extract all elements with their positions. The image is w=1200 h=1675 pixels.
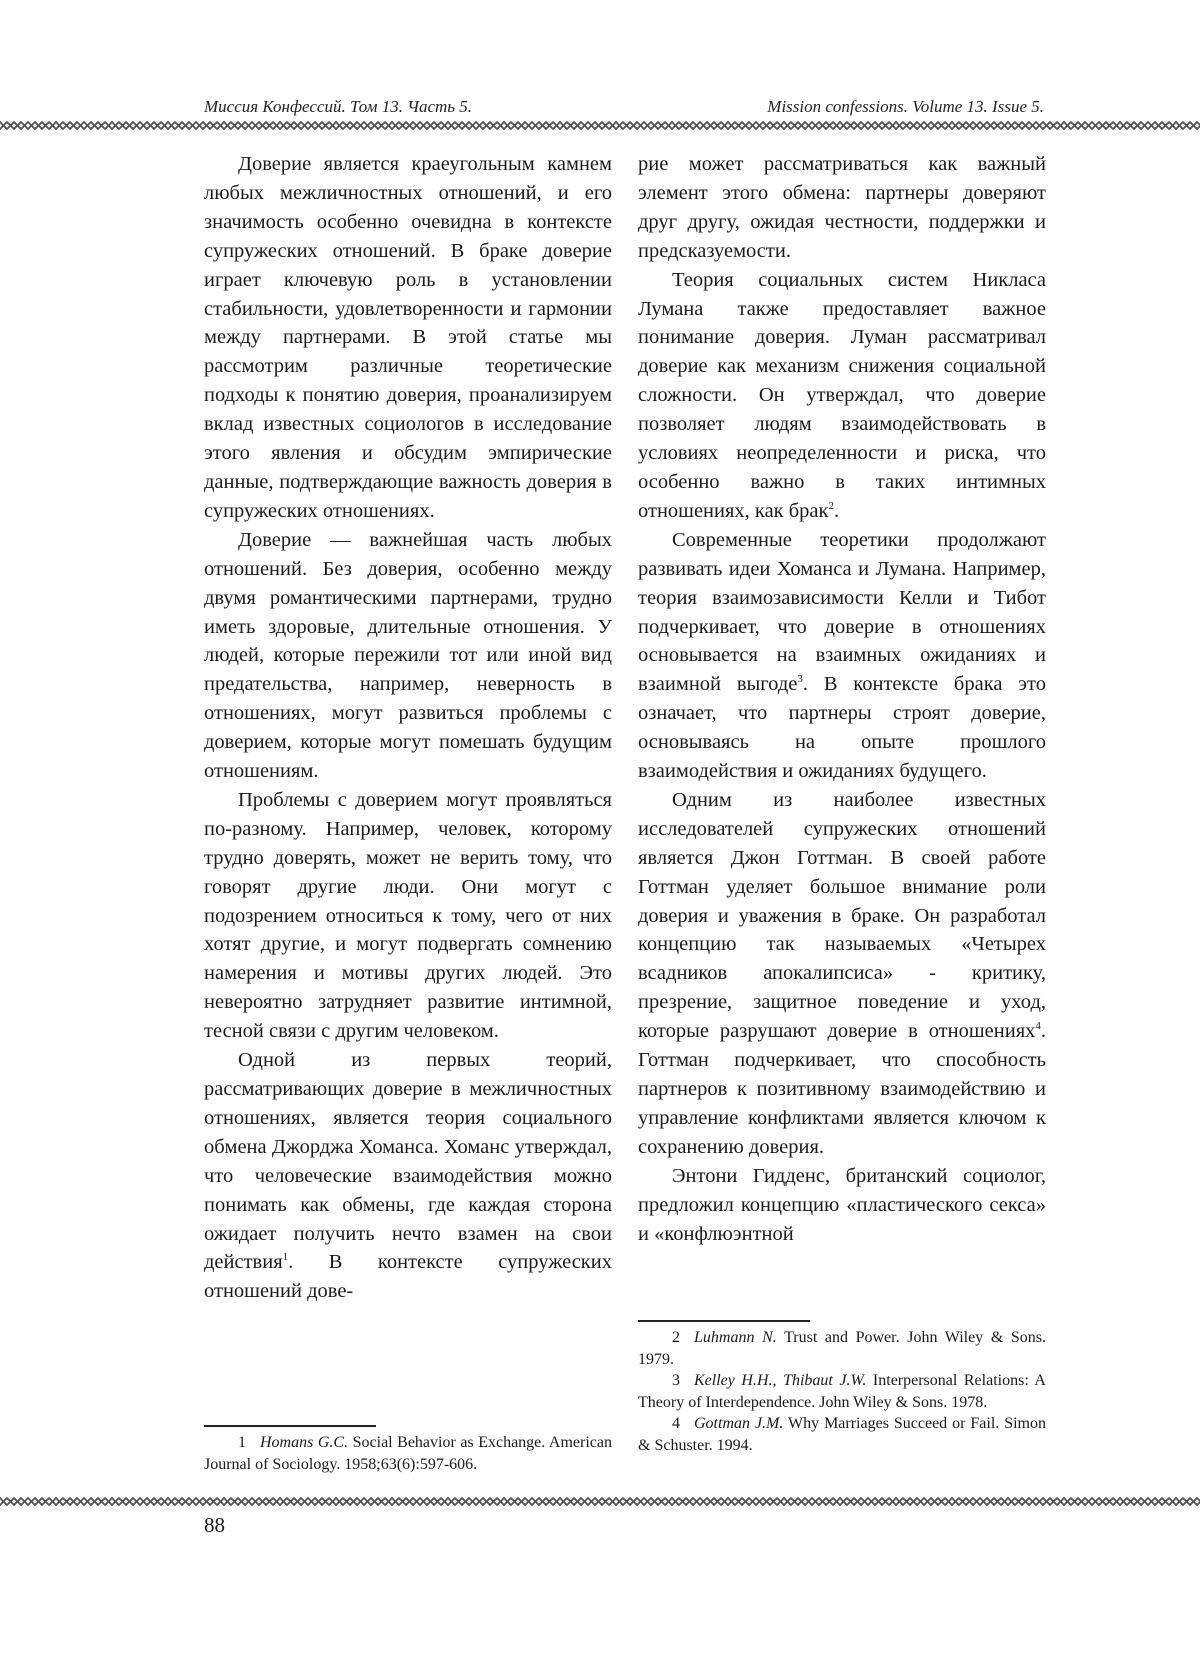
paragraph-text: Одной из первых теорий, рассматривающих доверие в межличностных отношениях, является теория социального обмена Джорджа Хоманса. Хоманс утверждал, что человеческие взаимодействия можно понимать как обмены, где каждая сторона ожидает получить нечто взамен на свои действия bbox=[204, 1049, 612, 1274]
footnotes-right bbox=[638, 1327, 1046, 1456]
footnote-number: 4 bbox=[672, 1415, 680, 1432]
footnote bbox=[638, 1327, 1046, 1370]
running-header bbox=[204, 97, 1044, 119]
footnote bbox=[638, 1413, 1046, 1456]
footnote bbox=[638, 1370, 1046, 1413]
footnotes-left bbox=[204, 1432, 612, 1475]
footnote-ref: 3 bbox=[797, 673, 803, 686]
paragraph: Энтони Гидденс, британский социолог, предложил концепцию «пластического секса» и «конфлюэнтной bbox=[638, 1164, 1046, 1245]
paragraph-text: . В контексте брака это означает, что партнеры строят доверие, основываясь на опыте прошлого взаимодействия и ожиданиях будущего. bbox=[638, 673, 1046, 783]
footer-ornament-divider bbox=[0, 1497, 1200, 1506]
right-text-column bbox=[638, 150, 1046, 1248]
paragraph bbox=[638, 526, 1046, 786]
paragraph bbox=[638, 266, 1046, 526]
journal-title-ru: Миссия Конфессий. Том 13. Часть 5. bbox=[204, 97, 473, 116]
footnote bbox=[204, 1432, 612, 1475]
footnote-number: 1 bbox=[238, 1434, 246, 1451]
footnote-number: 3 bbox=[672, 1372, 680, 1389]
paragraph: рие может рассматриваться как важный элемент этого обмена: партнеры доверяют друг другу, ожидая честности, поддержки и предсказуемости. bbox=[638, 153, 1046, 262]
paragraph: Доверие — важнейшая часть любых отношений. Без доверия, особенно между двумя романтическими партнерами, трудно иметь здоровые, длительные отношения. У людей, которые пережили тот или иной вид предательства, например, неверность в отношениях, могут развиться проблемы с доверием, которые могут помешать будущим отношениям. bbox=[204, 528, 612, 783]
footnote-ref: 1 bbox=[282, 1251, 289, 1264]
footnote-number: 2 bbox=[672, 1329, 680, 1346]
paragraph: Проблемы с доверием могут проявляться по-разному. Например, человек, которому трудно доверять, может не верить тому, что говорят другие люди. Они могут с подозрением относиться к тому, чего от них хотят другие, и могут подвергать сомнению намерения и мотивы других людей. Это невероятно затрудняет развитие интимной, тесной связи с другим человеком. bbox=[204, 788, 612, 1043]
footnote-text: Trust and Power. John Wiley & Sons. 1979. bbox=[638, 1329, 1047, 1368]
footnote-author: Luhmann N. bbox=[694, 1329, 777, 1346]
paragraph: Доверие является краеугольным камнем любых межличностных отношений, и его значимость особенно очевидна в контексте супружеских отношений. В браке доверие играет ключевую роль в установлении стабильности, удовлетворенности и гармонии между партнерами. В этой статье мы рассмотрим различные теоретические подходы к понятию доверия, проанализируем вклад известных социологов в исследование этого явления и обсудим эмпирические данные, подтверждающие важность доверия в супружеских отношениях. bbox=[204, 153, 612, 522]
header-ornament-divider bbox=[0, 121, 1200, 130]
paragraph bbox=[204, 1046, 612, 1306]
footnote-text: Why Marriages Succeed or Fail. Simon & Schuster. 1994. bbox=[638, 1415, 1046, 1454]
paragraph-text: . Готтман подчеркивает, что способность партнеров к позитивному взаимодействию и управление конфликтами является ключом к сохранению доверия. bbox=[638, 1020, 1046, 1158]
left-text-column bbox=[204, 150, 612, 1306]
page-number: 88 bbox=[204, 1513, 225, 1537]
footnote-ref: 2 bbox=[828, 500, 834, 513]
paragraph-text: Теория социальных систем Никласа Лумана также предоставляет важное понимание доверия. Луман рассматривал доверие как механизм снижения социальной сложности. Он утверждал, что доверие позволяет людям взаимодействовать в условиях неопределенности и риска, что особенно важно в таких интимных отношениях, как брак bbox=[638, 268, 1046, 522]
paragraph-text: . bbox=[834, 499, 840, 522]
footnote-rule-right bbox=[638, 1320, 810, 1322]
footnote-author: Gottman J.M. bbox=[694, 1415, 784, 1432]
paragraph-text: Современные теоретики продолжают развивать идеи Хоманса и Лумана. Например, теория взаимозависимости Келли и Тибот подчеркивает, что доверие в отношениях основывается на взаимных ожиданиях и взаимной выгоде bbox=[638, 528, 1046, 696]
footnote-text: Social Behavior as Exchange. American Journal of Sociology. 1958;63(6):597-606. bbox=[204, 1434, 612, 1473]
paragraph-text: . В контексте супружеских отношений дове- bbox=[204, 1251, 612, 1303]
paragraph-text: Одним из наиболее известных исследователей супружеских отношений является Джон Готтман. В своей работе Готтман уделяет большое внимание роли доверия и уважения в браке. Он разработал концепцию так называемых «Четырех всадников апокалипсиса» - критику, презрение, защитное поведение и уход, которые разрушают доверие в отношениях bbox=[638, 788, 1046, 1043]
journal-title-en: Mission confessions. Volume 13. Issue 5. bbox=[767, 97, 1044, 116]
footnote-author: Homans G.C. bbox=[260, 1434, 349, 1451]
footnote-author: Kelley H.H., Thibaut J.W. bbox=[694, 1372, 867, 1389]
paragraph bbox=[638, 786, 1046, 1162]
footnote-text: Interpersonal Relations: A Theory of Interdependence. John Wiley & Sons. 1978. bbox=[638, 1372, 1046, 1411]
footnote-ref: 4 bbox=[1035, 1020, 1041, 1033]
footnote-rule-left bbox=[204, 1425, 376, 1427]
